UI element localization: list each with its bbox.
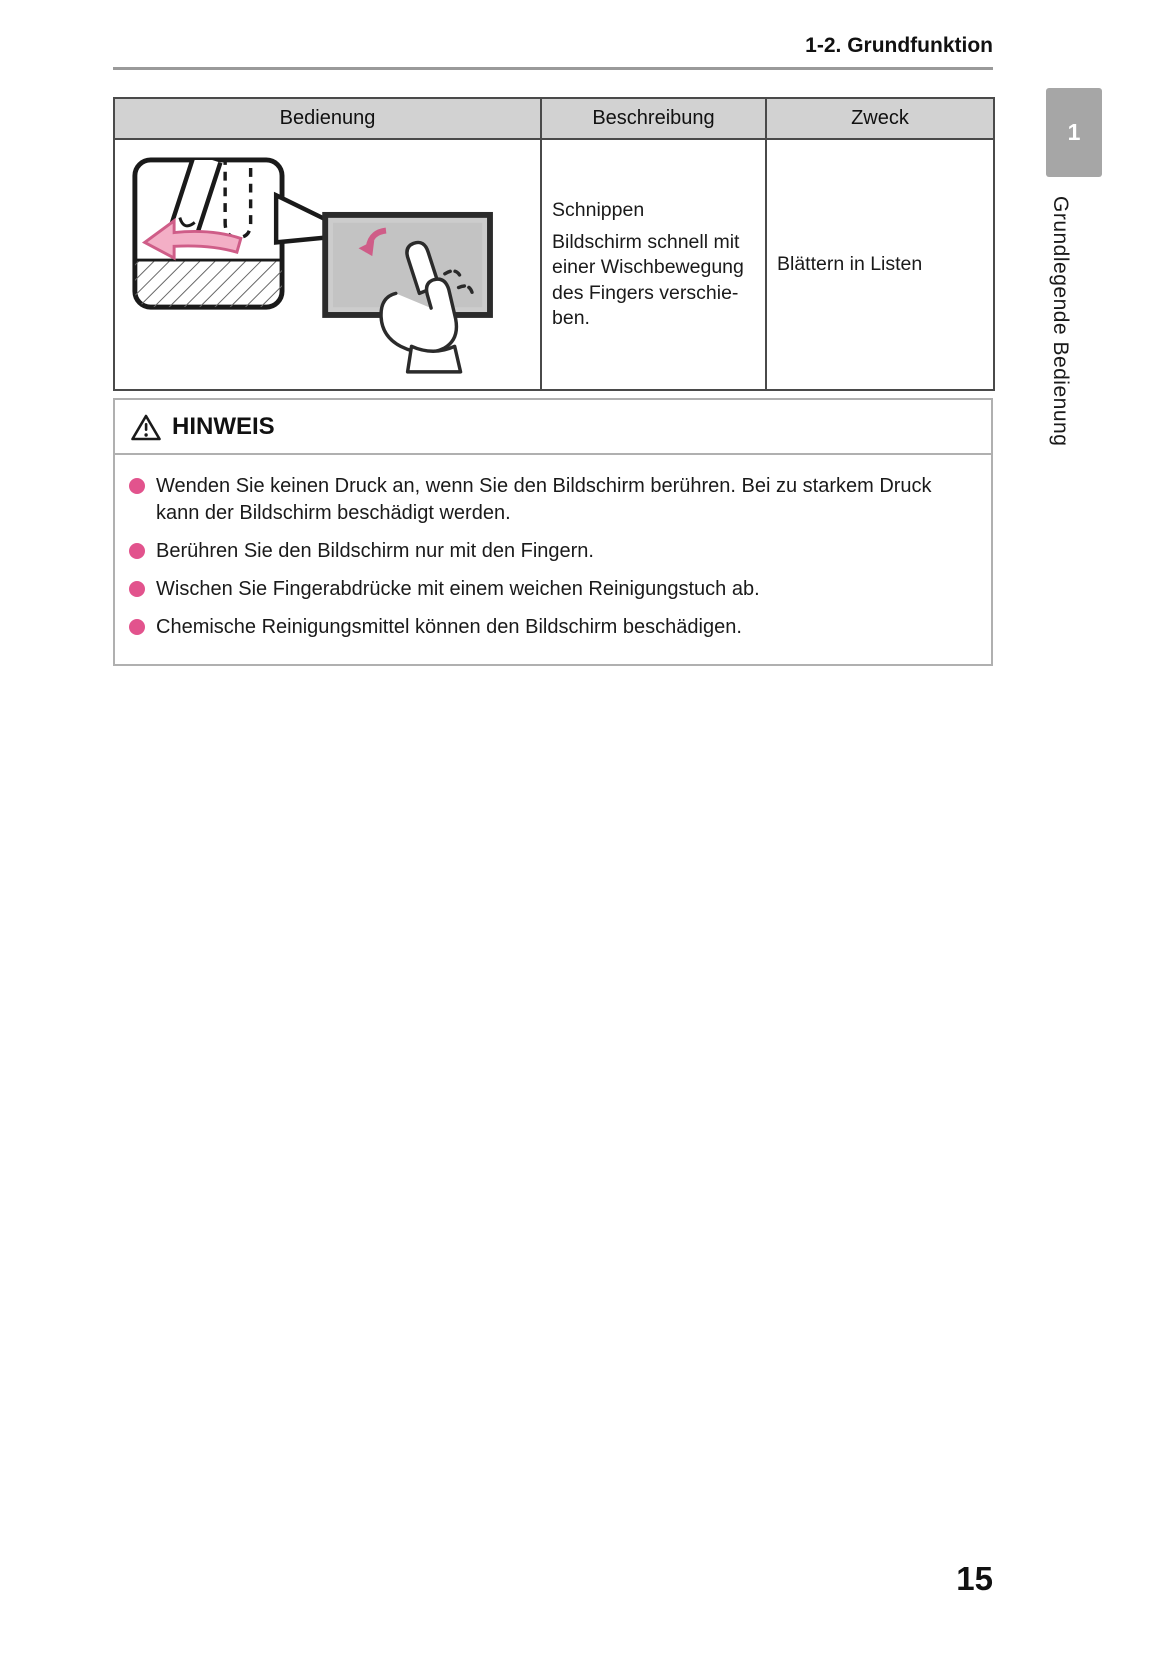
notice-title: HINWEIS xyxy=(172,413,275,440)
notice-item-text: Wischen Sie Fingerabdrücke mit einem weichen Reinigungstuch ab. xyxy=(156,578,760,600)
header-rule xyxy=(113,67,993,70)
notice-body xyxy=(115,455,991,664)
notice-item-text: Chemische Reinigungsmittel können den Bildschirm beschädigen. xyxy=(156,616,742,638)
notice-box xyxy=(113,398,993,666)
notice-item xyxy=(127,614,975,641)
table-header-row xyxy=(114,98,994,139)
table-header-beschreibung: Beschreibung xyxy=(541,98,766,139)
table-row xyxy=(114,139,994,390)
table-header-bedienung: Bedienung xyxy=(114,98,541,139)
description-cell xyxy=(541,139,766,390)
flick-gesture-illustration xyxy=(114,139,541,390)
bullet-icon xyxy=(129,543,145,559)
operation-table xyxy=(113,97,995,391)
chapter-tab: 1 xyxy=(1046,88,1102,177)
gesture-description: Bildschirm schnell mit einer Wischbewegung des Fingers verschie-ben. xyxy=(552,230,744,330)
flick-gesture-icon xyxy=(129,148,541,376)
notice-item xyxy=(127,576,975,603)
notice-item-text: Wenden Sie keinen Druck an, wenn Sie den Bildschirm berühren. Bei zu starkem Druck kann der Bildschirm beschädigt werden. xyxy=(156,475,932,524)
table-header-zweck: Zweck xyxy=(766,98,994,139)
gesture-name: Schnippen xyxy=(552,198,645,221)
chapter-side-label: Grundlegende Bedienung xyxy=(1049,196,1072,447)
bullet-icon xyxy=(129,581,145,597)
section-header: 1-2. Grundfunktion xyxy=(805,34,993,57)
purpose-cell: Blättern in Listen xyxy=(766,139,994,390)
notice-title-bar xyxy=(115,400,991,455)
warning-triangle-icon xyxy=(131,414,161,441)
page-number: 15 xyxy=(956,1560,993,1597)
notice-item xyxy=(127,473,975,527)
bullet-icon xyxy=(129,478,145,494)
notice-item-text: Berühren Sie den Bildschirm nur mit den Fingern. xyxy=(156,540,594,562)
notice-item xyxy=(127,538,975,565)
bullet-icon xyxy=(129,619,145,635)
